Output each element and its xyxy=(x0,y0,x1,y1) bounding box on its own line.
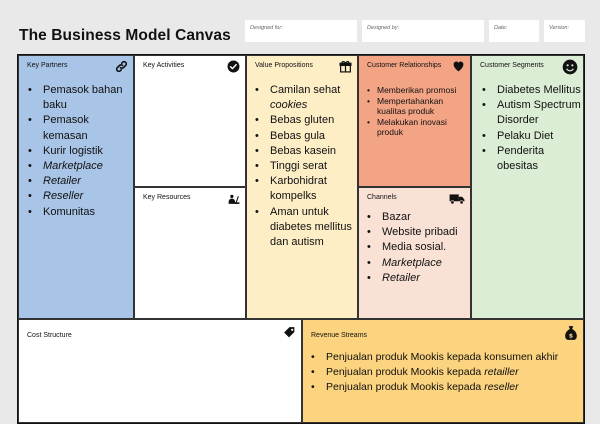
key-partner-item: • Pemasok bahan baku xyxy=(28,83,132,113)
business-model-canvas xyxy=(17,54,585,424)
channels-header: Channels xyxy=(367,194,397,201)
key-partner-item: • Marketplace xyxy=(28,159,132,174)
value-proposition-item: • Bebas gula xyxy=(255,129,357,144)
channel-item: • Bazar xyxy=(367,210,470,225)
value-proposition-item: • Tinggi serat xyxy=(255,159,357,174)
channel-item: • Media sosial. xyxy=(367,240,470,255)
cost-structure-header: Cost Structure xyxy=(27,332,72,339)
channel-item: • Website pribadi xyxy=(367,225,470,240)
customer-relationships-block xyxy=(358,55,471,187)
key-partners-list xyxy=(28,83,132,220)
cost-structure-block xyxy=(18,319,302,423)
revenue-streams-header: Revenue Streams xyxy=(311,332,368,339)
channels-list xyxy=(367,210,470,286)
customer-relationship-item: • Memberikan promosi xyxy=(367,85,470,96)
key-partner-item: • Komunitas xyxy=(28,205,132,220)
value-proposition-item: • Camilan sehat cookies xyxy=(255,83,357,113)
channel-item: • Marketplace xyxy=(367,256,470,271)
designed-for-field[interactable]: Designed for: xyxy=(245,20,357,42)
customer-relationship-item: • Melakukan inovasi produk xyxy=(367,117,470,138)
key-partners-block xyxy=(18,55,134,319)
value-propositions-block xyxy=(246,55,358,319)
smiley-icon xyxy=(562,59,578,75)
customer-segment-item: • Pelaku Diet xyxy=(482,129,582,144)
revenue-stream-item: • Penjualan produk Mookis kepada konsumen akhir xyxy=(311,350,581,365)
link-icon xyxy=(115,60,128,73)
key-activities-block xyxy=(134,55,246,187)
key-activities-header: Key Activities xyxy=(143,62,185,69)
check-circle-icon xyxy=(227,60,240,73)
channels-block xyxy=(358,187,471,319)
page-title: The Business Model Canvas xyxy=(19,27,231,44)
key-partners-header: Key Partners xyxy=(27,62,68,69)
key-partner-item: • Retailer xyxy=(28,174,132,189)
heart-icon xyxy=(452,60,465,73)
revenue-stream-item: • Penjualan produk Mookis kepada reseller xyxy=(311,380,581,395)
customer-segments-header: Customer Segments xyxy=(480,62,544,69)
channel-item: • Retailer xyxy=(367,271,470,286)
value-proposition-item: • Bebas kasein xyxy=(255,144,357,159)
customer-relationship-item: • Mempertahankan kualitas produk xyxy=(367,96,470,117)
revenue-streams-block xyxy=(302,319,584,423)
customer-segments-list xyxy=(482,83,582,174)
revenue-streams-list xyxy=(311,350,581,394)
customer-relationships-header: Customer Relationships xyxy=(367,62,442,69)
date-field[interactable]: Date: xyxy=(489,20,539,42)
value-proposition-item: • Bebas gluten xyxy=(255,113,357,128)
gift-icon xyxy=(339,60,352,73)
key-partner-item: • Reseller xyxy=(28,189,132,204)
customer-segments-block xyxy=(471,55,584,319)
key-partner-item: • Pemasok kemasan xyxy=(28,113,132,143)
value-propositions-header: Value Propositions xyxy=(255,62,313,69)
value-propositions-list xyxy=(255,83,357,250)
customer-relationships-list xyxy=(367,85,470,138)
tag-icon xyxy=(283,326,296,339)
value-proposition-item: • Aman untuk diabetes mellitus dan autism xyxy=(255,205,357,251)
customer-segment-item: • Autism Spectrum Disorder xyxy=(482,98,582,128)
money-bag-icon xyxy=(564,325,578,341)
customer-segment-item: • Penderita obesitas xyxy=(482,144,582,174)
truck-icon xyxy=(449,192,465,205)
key-partner-item: • Kurir logistik xyxy=(28,144,132,159)
key-resources-block xyxy=(134,187,246,319)
value-proposition-item: • Karbohidrat kompelks xyxy=(255,174,357,204)
designed-by-field[interactable]: Designed by: xyxy=(362,20,484,42)
customer-segment-item: • Diabetes Mellitus xyxy=(482,83,582,98)
worker-icon xyxy=(227,192,240,205)
svg-text:$: $ xyxy=(568,332,574,340)
key-resources-header: Key Resources xyxy=(143,194,191,201)
version-field[interactable]: Version: xyxy=(544,20,585,42)
revenue-stream-item: • Penjualan produk Mookis kepada retailler xyxy=(311,365,581,380)
